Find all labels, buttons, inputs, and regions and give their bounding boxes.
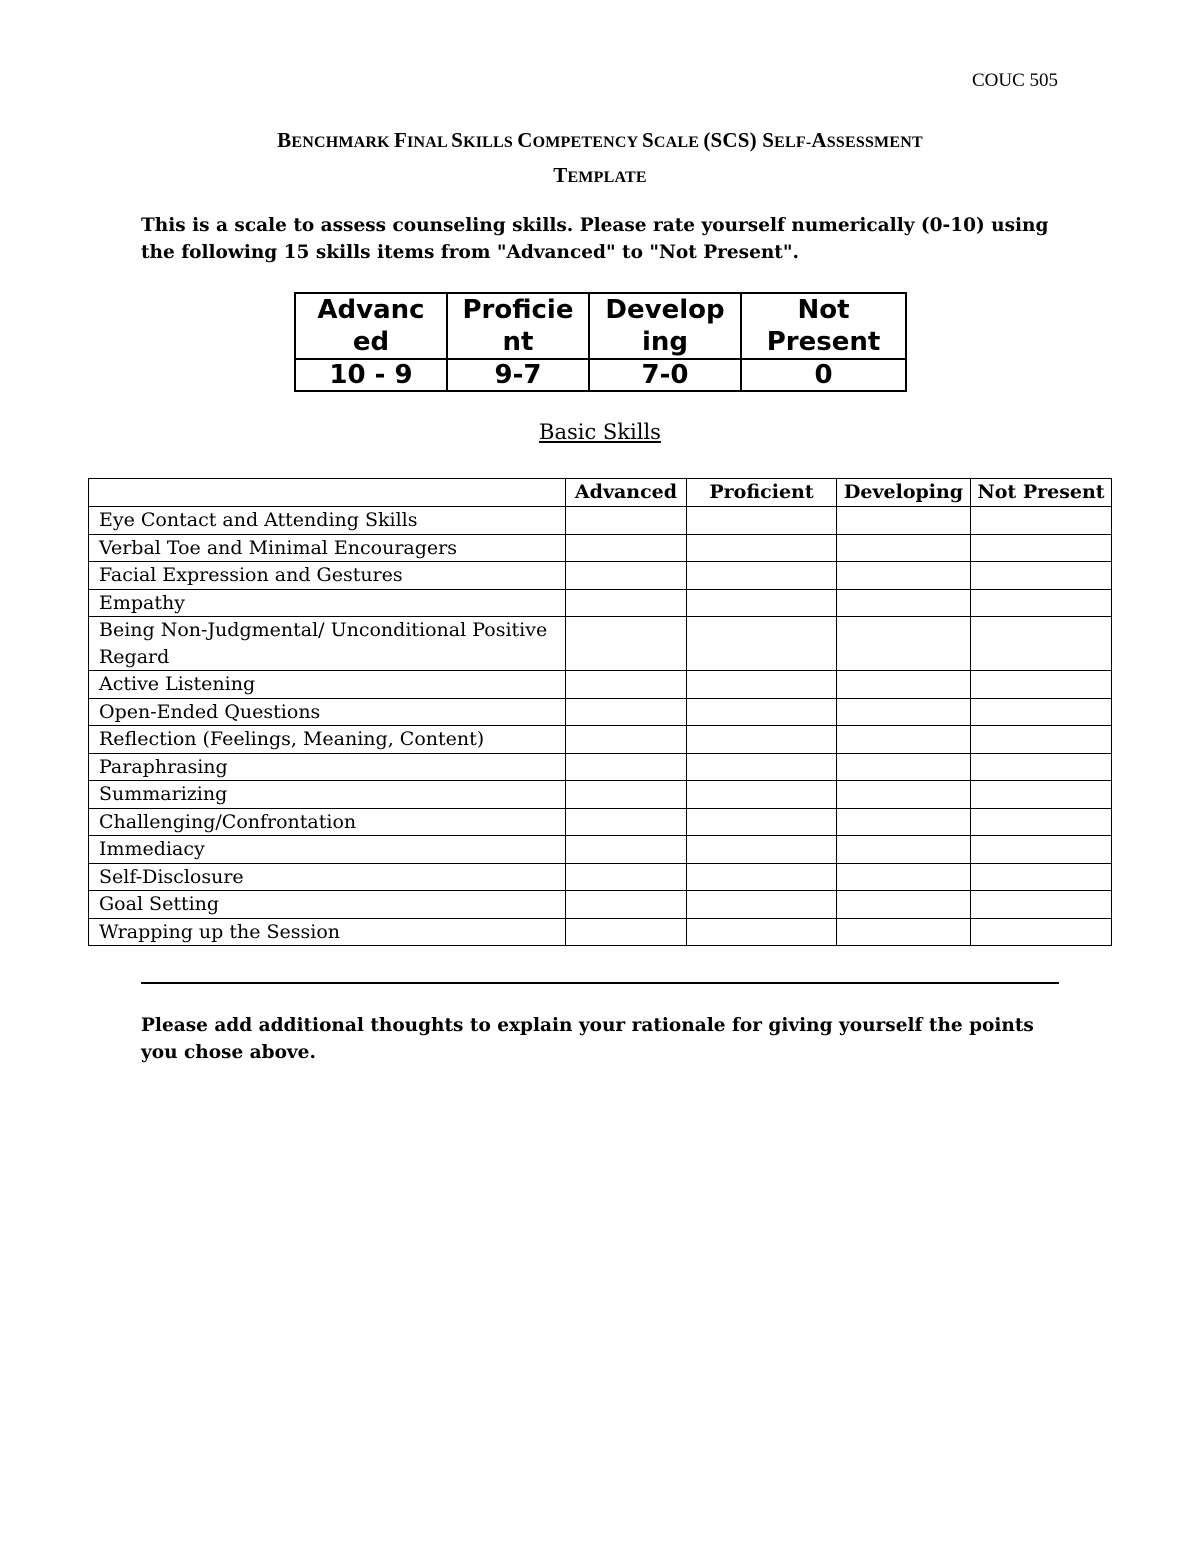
skill-name: Paraphrasing (89, 753, 566, 781)
rating-cell-proficient[interactable] (687, 836, 837, 864)
rating-cell-not-present[interactable] (971, 726, 1112, 754)
scale-label-not-present: Not Present (741, 293, 906, 359)
skill-name: Active Listening (89, 671, 566, 699)
skill-name: Summarizing (89, 781, 566, 809)
rating-cell-advanced[interactable] (566, 534, 687, 562)
rating-cell-proficient[interactable] (687, 808, 837, 836)
rating-cell-developing[interactable] (837, 617, 971, 671)
table-row (89, 562, 1112, 590)
rating-cell-developing[interactable] (837, 726, 971, 754)
rating-cell-advanced[interactable] (566, 671, 687, 699)
skill-name: Eye Contact and Attending Skills (89, 507, 566, 535)
rating-cell-proficient[interactable] (687, 781, 837, 809)
rating-cell-proficient[interactable] (687, 726, 837, 754)
rating-cell-advanced[interactable] (566, 891, 687, 919)
rating-cell-proficient[interactable] (687, 507, 837, 535)
scale-range-not-present: 0 (741, 359, 906, 391)
section-title: Basic Skills (539, 420, 661, 444)
rating-cell-advanced[interactable] (566, 562, 687, 590)
column-header-developing: Developing (837, 479, 971, 507)
rating-cell-proficient[interactable] (687, 589, 837, 617)
rating-cell-not-present[interactable] (971, 507, 1112, 535)
title-word: FINAL (394, 128, 452, 152)
document-title (140, 124, 1060, 194)
skill-name: Empathy (89, 589, 566, 617)
title-word: BENCHMARK (277, 128, 395, 152)
rating-cell-not-present[interactable] (971, 753, 1112, 781)
table-row (89, 698, 1112, 726)
title-line-1 (140, 124, 1060, 159)
rating-cell-developing[interactable] (837, 781, 971, 809)
rating-cell-developing[interactable] (837, 698, 971, 726)
skill-name: Reflection (Feelings, Meaning, Content) (89, 726, 566, 754)
rating-cell-advanced[interactable] (566, 918, 687, 946)
skill-name: Self-Disclosure (89, 863, 566, 891)
table-row (89, 617, 1112, 671)
skill-name: Wrapping up the Session (89, 918, 566, 946)
table-row (89, 836, 1112, 864)
rating-cell-advanced[interactable] (566, 589, 687, 617)
rating-cell-advanced[interactable] (566, 781, 687, 809)
scale-range-proficient: 9-7 (447, 359, 589, 391)
table-row (89, 891, 1112, 919)
rating-cell-developing[interactable] (837, 808, 971, 836)
title-word: SCALE (641, 128, 704, 152)
scale-range-developing: 7-0 (589, 359, 741, 391)
rating-cell-proficient[interactable] (687, 617, 837, 671)
skills-header-row (89, 479, 1112, 507)
rating-cell-advanced[interactable] (566, 753, 687, 781)
rating-cell-advanced[interactable] (566, 507, 687, 535)
title-word: (SCS) (703, 128, 763, 152)
rating-cell-developing[interactable] (837, 863, 971, 891)
scale-label-advanced: Advanc ed (295, 293, 447, 359)
rating-cell-advanced[interactable] (566, 863, 687, 891)
rating-cell-developing[interactable] (837, 671, 971, 699)
scale-label-developing: Develop ing (589, 293, 741, 359)
rating-cell-proficient[interactable] (687, 918, 837, 946)
rating-cell-not-present[interactable] (971, 534, 1112, 562)
skills-body (89, 507, 1112, 946)
column-header-advanced: Advanced (566, 479, 687, 507)
table-row (89, 671, 1112, 699)
rating-cell-not-present[interactable] (971, 589, 1112, 617)
table-row (89, 808, 1112, 836)
scale-label-proficient: Proficie nt (447, 293, 589, 359)
column-header-not-present: Not Present (971, 479, 1112, 507)
rating-cell-advanced[interactable] (566, 726, 687, 754)
rationale-prompt: Please add additional thoughts to explain your rationale for giving yourself the points you chose above. (141, 1015, 1034, 1063)
rating-cell-not-present[interactable] (971, 617, 1112, 671)
skill-name: Facial Expression and Gestures (89, 562, 566, 590)
rating-cell-not-present[interactable] (971, 671, 1112, 699)
intro-paragraph: This is a scale to assess counseling skills. Please rate yourself numerically (0-10) using the following 15 skills items from "Advanced" to "Not Present". (141, 215, 1049, 263)
rating-cell-developing[interactable] (837, 753, 971, 781)
rating-cell-not-present[interactable] (971, 836, 1112, 864)
table-row (89, 589, 1112, 617)
rating-cell-not-present[interactable] (971, 781, 1112, 809)
table-row (89, 753, 1112, 781)
rating-scale-table (294, 292, 907, 392)
rating-cell-proficient[interactable] (687, 534, 837, 562)
rating-cell-not-present[interactable] (971, 562, 1112, 590)
skill-name: Challenging/Confrontation (89, 808, 566, 836)
table-row (89, 726, 1112, 754)
scale-range-advanced: 10 - 9 (295, 359, 447, 391)
rating-cell-developing[interactable] (837, 534, 971, 562)
title-word: ASSESSMENT (811, 128, 923, 152)
rating-cell-advanced[interactable] (566, 617, 687, 671)
rating-cell-advanced[interactable] (566, 808, 687, 836)
column-header-proficient: Proficient (687, 479, 837, 507)
title-word: SELF- (762, 128, 812, 152)
divider-line (141, 982, 1059, 984)
rating-cell-not-present[interactable] (971, 698, 1112, 726)
skills-table (88, 478, 1112, 946)
scale-ranges-row (295, 359, 906, 391)
rating-cell-proficient[interactable] (687, 698, 837, 726)
rating-cell-proficient[interactable] (687, 891, 837, 919)
rating-cell-proficient[interactable] (687, 863, 837, 891)
rating-cell-not-present[interactable] (971, 808, 1112, 836)
course-code: COUC 505 (971, 70, 1058, 91)
skill-name: Open-Ended Questions (89, 698, 566, 726)
rating-cell-proficient[interactable] (687, 671, 837, 699)
skill-name: Goal Setting (89, 891, 566, 919)
skill-name: Verbal Toe and Minimal Encouragers (89, 534, 566, 562)
rating-cell-developing[interactable] (837, 589, 971, 617)
table-row (89, 918, 1112, 946)
rating-cell-developing[interactable] (837, 507, 971, 535)
title-word: COMPETENCY (517, 128, 642, 152)
rating-cell-developing[interactable] (837, 918, 971, 946)
table-row (89, 534, 1112, 562)
rating-cell-developing[interactable] (837, 891, 971, 919)
column-header-skill (89, 479, 566, 507)
title-word: SKILLS (451, 128, 518, 152)
skill-name: Being Non-Judgmental/ Unconditional Positive Regard (89, 617, 566, 671)
table-row (89, 781, 1112, 809)
skill-name: Immediacy (89, 836, 566, 864)
rating-cell-advanced[interactable] (566, 698, 687, 726)
rating-cell-developing[interactable] (837, 562, 971, 590)
title-line-2: TEMPLATE (553, 163, 647, 187)
rating-cell-not-present[interactable] (971, 891, 1112, 919)
table-row (89, 507, 1112, 535)
rating-cell-not-present[interactable] (971, 863, 1112, 891)
table-row (89, 863, 1112, 891)
scale-labels-row (295, 293, 906, 359)
rating-cell-advanced[interactable] (566, 836, 687, 864)
rating-cell-developing[interactable] (837, 836, 971, 864)
rating-cell-proficient[interactable] (687, 753, 837, 781)
rating-cell-not-present[interactable] (971, 918, 1112, 946)
rating-cell-proficient[interactable] (687, 562, 837, 590)
